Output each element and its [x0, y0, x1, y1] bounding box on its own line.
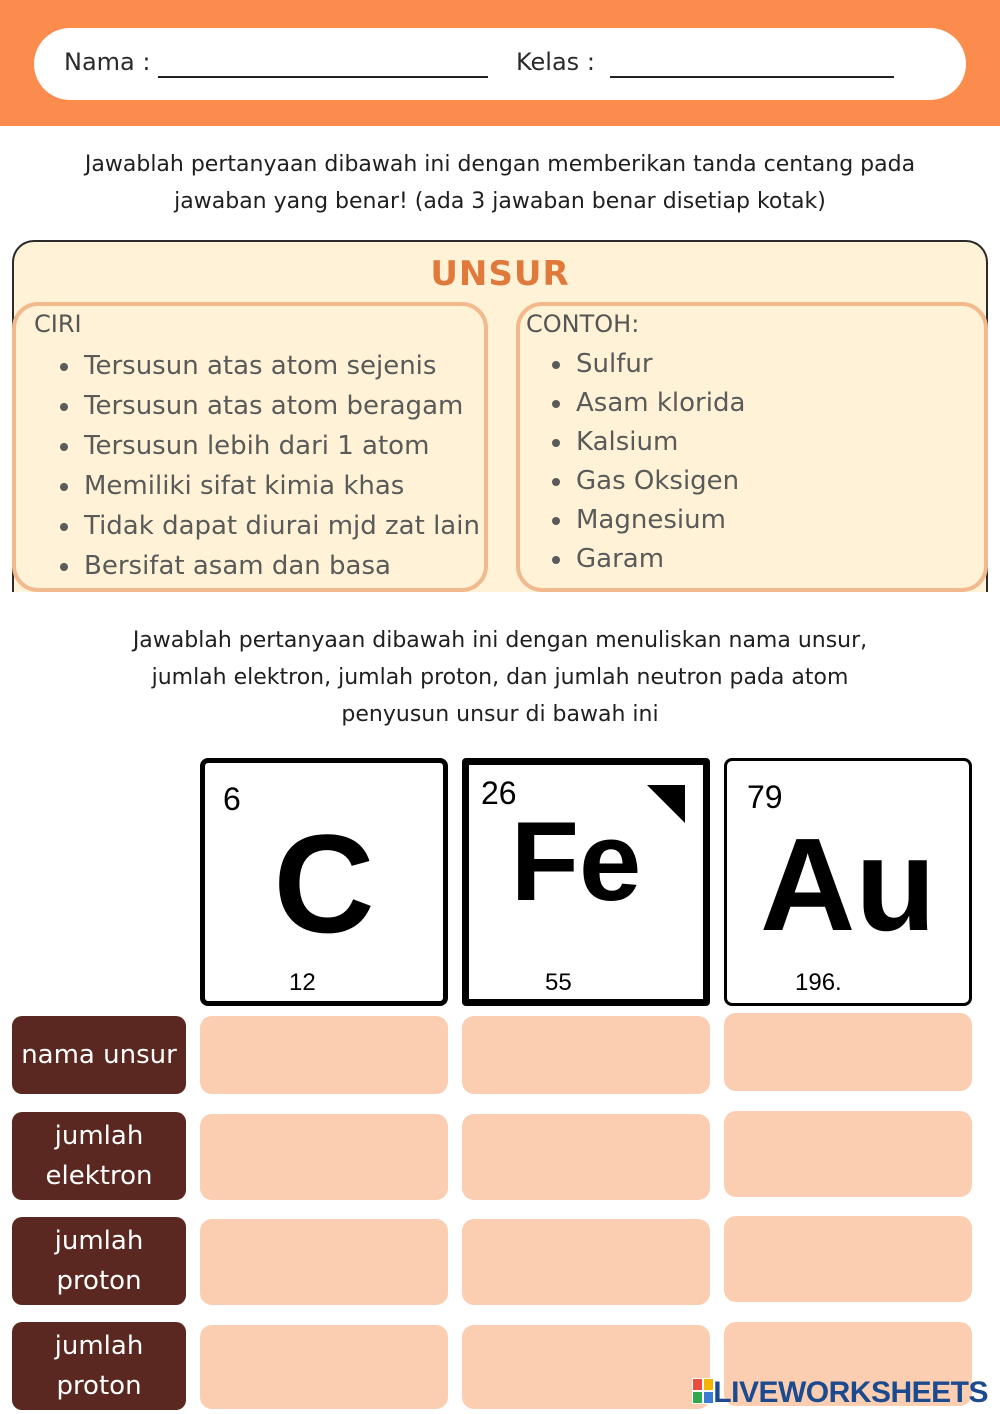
instruction-check-line2: jawaban yang benar! (ada 3 jawaban benar disetiap kotak): [174, 189, 826, 214]
answer-box-elektron-c[interactable]: [200, 1114, 448, 1200]
mass-number: 196.: [795, 969, 842, 996]
unsur-title: UNSUR: [430, 254, 570, 294]
contoh-option[interactable]: Asam klorida: [542, 383, 745, 422]
instruction-check-line1: Jawablah pertanyaan dibawah ini dengan memberikan tanda centang pada: [84, 152, 916, 177]
row-label-jumlah-proton: jumlah proton: [12, 1217, 186, 1305]
answer-box-row4-fe[interactable]: [462, 1325, 710, 1409]
element-tile-iron: [462, 758, 710, 1006]
element-tile-carbon: [200, 758, 448, 1006]
instruction-check: [0, 146, 1000, 220]
row-label-jumlah-proton-2: jumlah proton: [12, 1322, 186, 1410]
element-symbol: Au: [760, 811, 936, 958]
ciri-option[interactable]: Tersusun lebih dari 1 atom: [50, 426, 480, 466]
element-tile-gold: [724, 758, 972, 1006]
answer-box-proton-fe[interactable]: [462, 1219, 710, 1305]
ciri-option[interactable]: Tidak dapat diurai mjd zat lain: [50, 506, 480, 546]
contoh-heading: CONTOH:: [526, 310, 640, 338]
instruction-fill-line1: Jawablah pertanyaan dibawah ini dengan menuliskan nama unsur,: [132, 628, 868, 653]
name-class-bar: [34, 28, 966, 100]
liveworksheets-brand: LIVEWORKSHEETS: [713, 1376, 988, 1409]
row-label-nama-unsur: nama unsur: [12, 1016, 186, 1094]
contoh-option[interactable]: Magnesium: [542, 500, 745, 539]
answer-box-row4-c[interactable]: [200, 1325, 448, 1409]
answer-box-proton-c[interactable]: [200, 1219, 448, 1305]
atomic-number: 79: [747, 779, 783, 815]
contoh-option[interactable]: Gas Oksigen: [542, 461, 745, 500]
atomic-number: 6: [223, 781, 241, 817]
atomic-number: 26: [481, 775, 517, 811]
ciri-option[interactable]: Bersifat asam dan basa: [50, 546, 480, 586]
ciri-list: [50, 346, 480, 586]
class-input-line[interactable]: [610, 76, 894, 78]
name-label: Nama :: [64, 48, 151, 76]
ciri-option[interactable]: Tersusun atas atom sejenis: [50, 346, 480, 386]
ciri-option[interactable]: Memiliki sifat kimia khas: [50, 466, 480, 506]
ciri-option[interactable]: Tersusun atas atom beragam: [50, 386, 480, 426]
row-label-jumlah-elektron: jumlah elektron: [12, 1112, 186, 1200]
ciri-heading: CIRI: [34, 310, 82, 338]
contoh-option[interactable]: Garam: [542, 539, 745, 578]
class-label: Kelas :: [516, 48, 595, 76]
contoh-option[interactable]: Sulfur: [542, 344, 745, 383]
instruction-fill-line3: penyusun unsur di bawah ini: [341, 702, 659, 727]
answer-box-nama-fe[interactable]: [462, 1016, 710, 1094]
contoh-option[interactable]: Kalsium: [542, 422, 745, 461]
answer-box-proton-au[interactable]: [724, 1216, 972, 1302]
liveworksheets-logo-icon: [692, 1378, 714, 1404]
mass-number: 55: [545, 969, 572, 996]
element-symbol: C: [273, 805, 375, 962]
answer-box-elektron-fe[interactable]: [462, 1114, 710, 1200]
element-symbol: Fe: [510, 799, 642, 924]
instruction-fill: [0, 622, 1000, 733]
answer-box-elektron-au[interactable]: [724, 1111, 972, 1197]
instruction-fill-line2: jumlah elektron, jumlah proton, dan jumlah neutron pada atom: [151, 665, 849, 690]
answer-box-nama-au[interactable]: [724, 1013, 972, 1091]
answer-box-nama-c[interactable]: [200, 1016, 448, 1094]
name-input-line[interactable]: [158, 76, 488, 78]
mass-number: 12: [289, 969, 316, 996]
contoh-list: [542, 344, 745, 578]
